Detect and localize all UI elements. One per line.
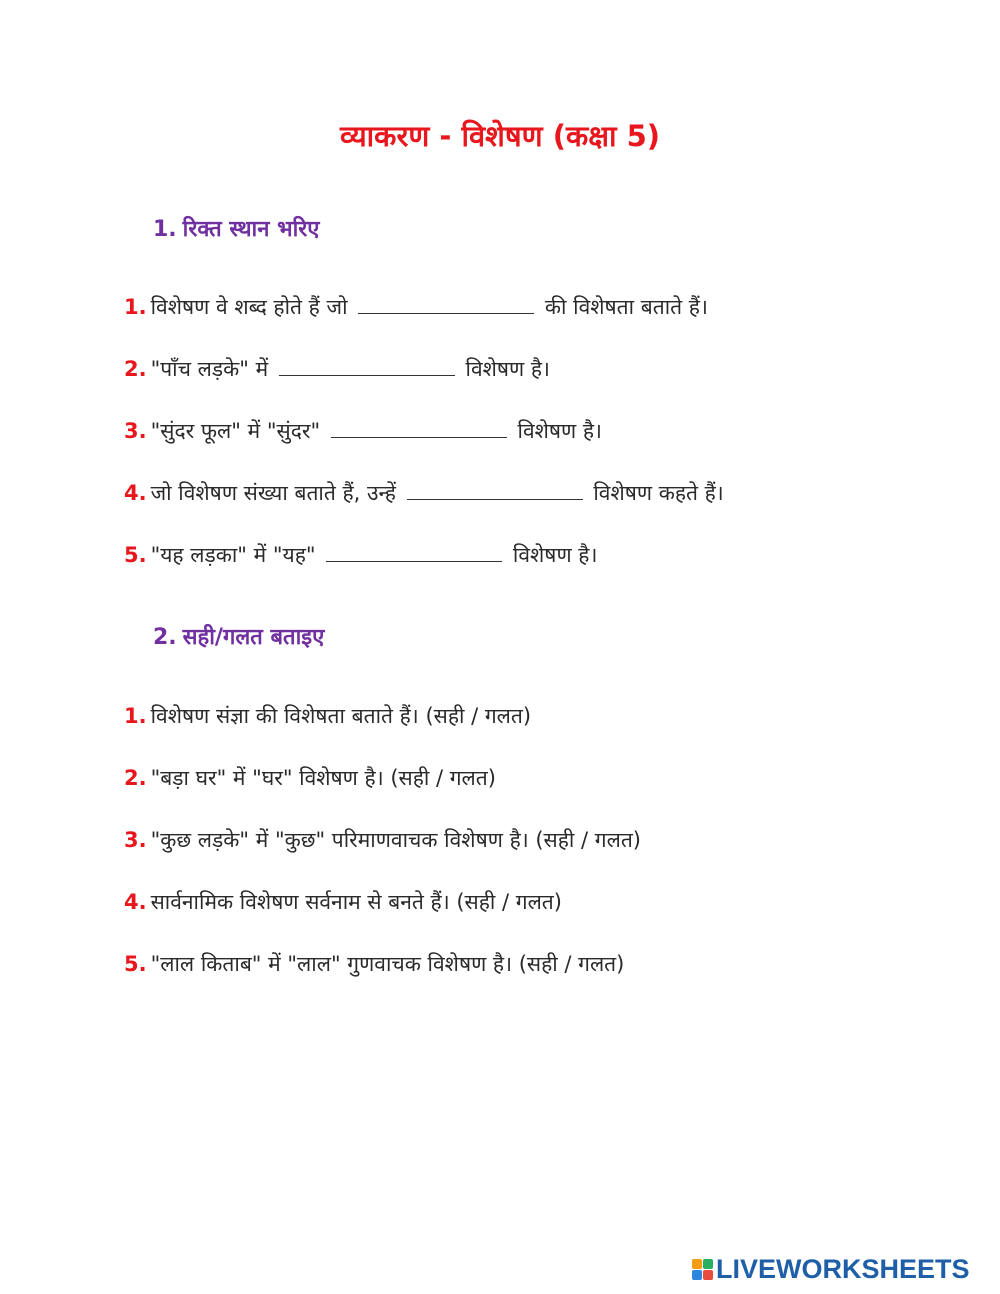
question-text-before: विशेषण वे शब्द होते हैं जो [150,295,348,319]
true-false-question[interactable] [124,946,641,1008]
question-text-after: विशेषण है। [465,357,551,381]
true-false-question[interactable] [124,884,641,946]
section-2-heading [153,621,324,655]
question-number: 5. [124,543,147,567]
fill-blank-question [124,537,724,599]
question-number: 4. [124,481,147,505]
liveworksheets-logo[interactable] [692,1254,970,1284]
answer-blank[interactable] [279,355,455,376]
question-number: 1. [124,295,147,319]
question-number: 2. [124,357,147,381]
question-text: "बड़ा घर" में "घर" विशेषण है। (सही / गलत) [150,766,496,790]
true-false-question[interactable] [124,698,641,760]
true-false-question[interactable] [124,760,641,822]
question-text: "लाल किताब" में "लाल" गुणवाचक विशेषण है। (सही / गलत) [150,952,625,976]
answer-blank[interactable] [326,541,502,562]
answer-blank[interactable] [407,479,583,500]
page-title: व्याकरण - विशेषण (कक्षा 5) [339,119,661,153]
question-number: 2. [124,766,147,790]
fill-blank-question [124,351,724,413]
logo-mark-tile [703,1270,713,1280]
question-number: 5. [124,952,147,976]
logo-mark-icon [692,1259,713,1280]
question-text: "कुछ लड़के" में "कुछ" परिमाणवाचक विशेषण है। (सही / गलत) [150,828,641,852]
section-1-number: 1. [153,217,177,242]
section-1-title: रिक्त स्थान भरिए [182,217,320,242]
true-false-list [124,698,641,1008]
question-number: 3. [124,419,147,443]
section-2-title: सही/गलत बताइए [182,625,325,650]
answer-blank[interactable] [358,293,534,314]
question-text-after: विशेषण है। [512,543,598,567]
question-number: 1. [124,704,147,728]
fill-blank-question [124,475,724,537]
question-number: 3. [124,828,147,852]
logo-mark-tile [692,1270,702,1280]
section-1-heading [153,213,319,247]
question-text-before: "पाँच लड़के" में [150,357,269,381]
question-number: 4. [124,890,147,914]
fill-blank-question [124,413,724,475]
section-2-number: 2. [153,625,177,650]
question-text-before: जो विशेषण संख्या बताते हैं, उन्हें [150,481,396,505]
logo-mark-tile [703,1259,713,1269]
question-text-after: विशेषण कहते हैं। [593,481,724,505]
question-text: सार्वनामिक विशेषण सर्वनाम से बनते हैं। (सही / गलत) [150,890,562,914]
question-text-before: "सुंदर फूल" में "सुंदर" [150,419,321,443]
question-text: विशेषण संज्ञा की विशेषता बताते हैं। (सही / गलत) [150,704,532,728]
logo-text: LIVEWORKSHEETS [716,1253,970,1284]
question-text-before: "यह लड़का" में "यह" [150,543,316,567]
fill-blank-question [124,289,724,351]
answer-blank[interactable] [331,417,507,438]
true-false-question[interactable] [124,822,641,884]
logo-mark-tile [692,1259,702,1269]
question-text-after: विशेषण है। [517,419,603,443]
question-text-after: की विशेषता बताते हैं। [544,295,708,319]
fill-blanks-list [124,289,724,599]
